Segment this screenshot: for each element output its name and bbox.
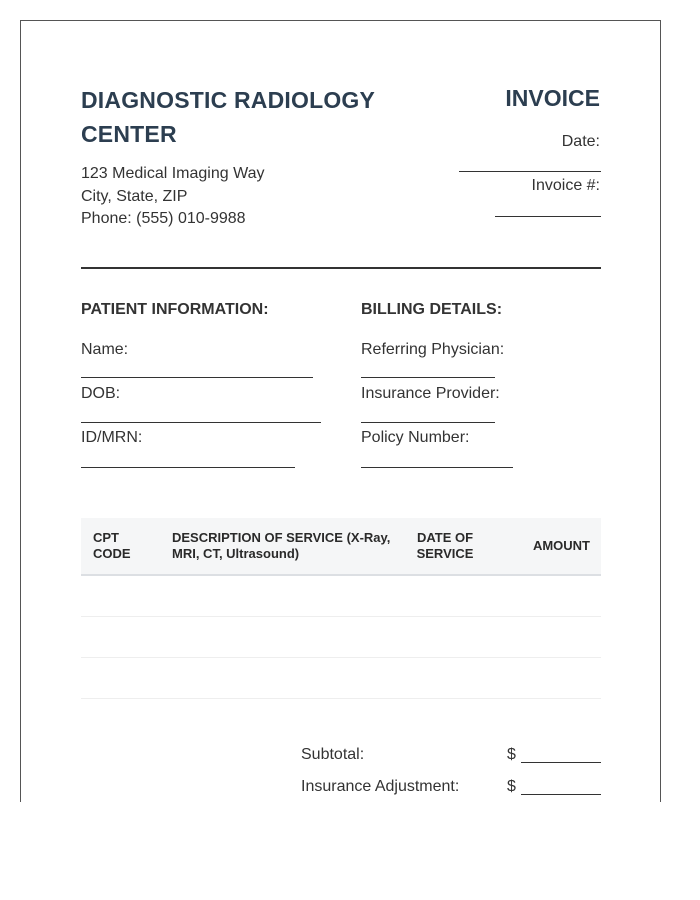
- date-field[interactable]: [459, 171, 601, 172]
- invoice-number-label: Invoice #:: [531, 177, 600, 194]
- invoice-number-field[interactable]: [495, 216, 601, 217]
- date-label: Date:: [561, 133, 600, 150]
- insurance-adjustment-label: Insurance Adjustment:: [301, 778, 460, 795]
- table-row[interactable]: [81, 576, 601, 617]
- subtotal-field[interactable]: [521, 762, 601, 763]
- table-header: [81, 518, 601, 576]
- column-header-date-of-service: DATE OF SERVICE: [416, 530, 474, 561]
- insurance-provider-field[interactable]: [361, 422, 495, 423]
- id-mrn-label: ID/MRN:: [81, 429, 143, 446]
- invoice-title: INVOICE: [505, 85, 600, 111]
- name-label: Name:: [81, 341, 129, 358]
- policy-number-field[interactable]: [361, 467, 513, 468]
- table-row[interactable]: [81, 617, 601, 658]
- services-table: [81, 518, 601, 699]
- referring-physician-label: Referring Physician:: [361, 341, 505, 358]
- address-line-2: City, State, ZIP: [81, 188, 188, 205]
- phone-number: Phone: (555) 010-9988: [81, 210, 246, 227]
- insurance-adjustment-field[interactable]: [521, 794, 601, 795]
- center-name: DIAGNOSTIC RADIOLOGY CENTER: [81, 87, 375, 147]
- dob-label: DOB:: [81, 385, 121, 402]
- column-header-cpt-code: CPT CODE: [93, 530, 131, 561]
- id-mrn-field[interactable]: [81, 467, 295, 468]
- insurance-adjustment-currency: $: [507, 778, 516, 795]
- subtotal-currency: $: [507, 746, 516, 763]
- table-row[interactable]: [81, 658, 601, 699]
- column-header-description: DESCRIPTION OF SERVICE (X-Ray, MRI, CT, Ultrasound): [172, 530, 391, 561]
- patient-info-title: PATIENT INFORMATION:: [81, 301, 269, 318]
- invoice-sheet: [20, 20, 661, 802]
- header-divider: [81, 267, 601, 269]
- policy-number-label: Policy Number:: [361, 429, 470, 446]
- name-field[interactable]: [81, 377, 313, 378]
- column-header-amount: AMOUNT: [532, 538, 590, 553]
- billing-details-title: BILLING DETAILS:: [361, 301, 503, 318]
- dob-field[interactable]: [81, 422, 321, 423]
- referring-physician-field[interactable]: [361, 377, 495, 378]
- insurance-provider-label: Insurance Provider:: [361, 385, 500, 402]
- subtotal-label: Subtotal:: [301, 746, 365, 763]
- address-line-1: 123 Medical Imaging Way: [81, 165, 265, 182]
